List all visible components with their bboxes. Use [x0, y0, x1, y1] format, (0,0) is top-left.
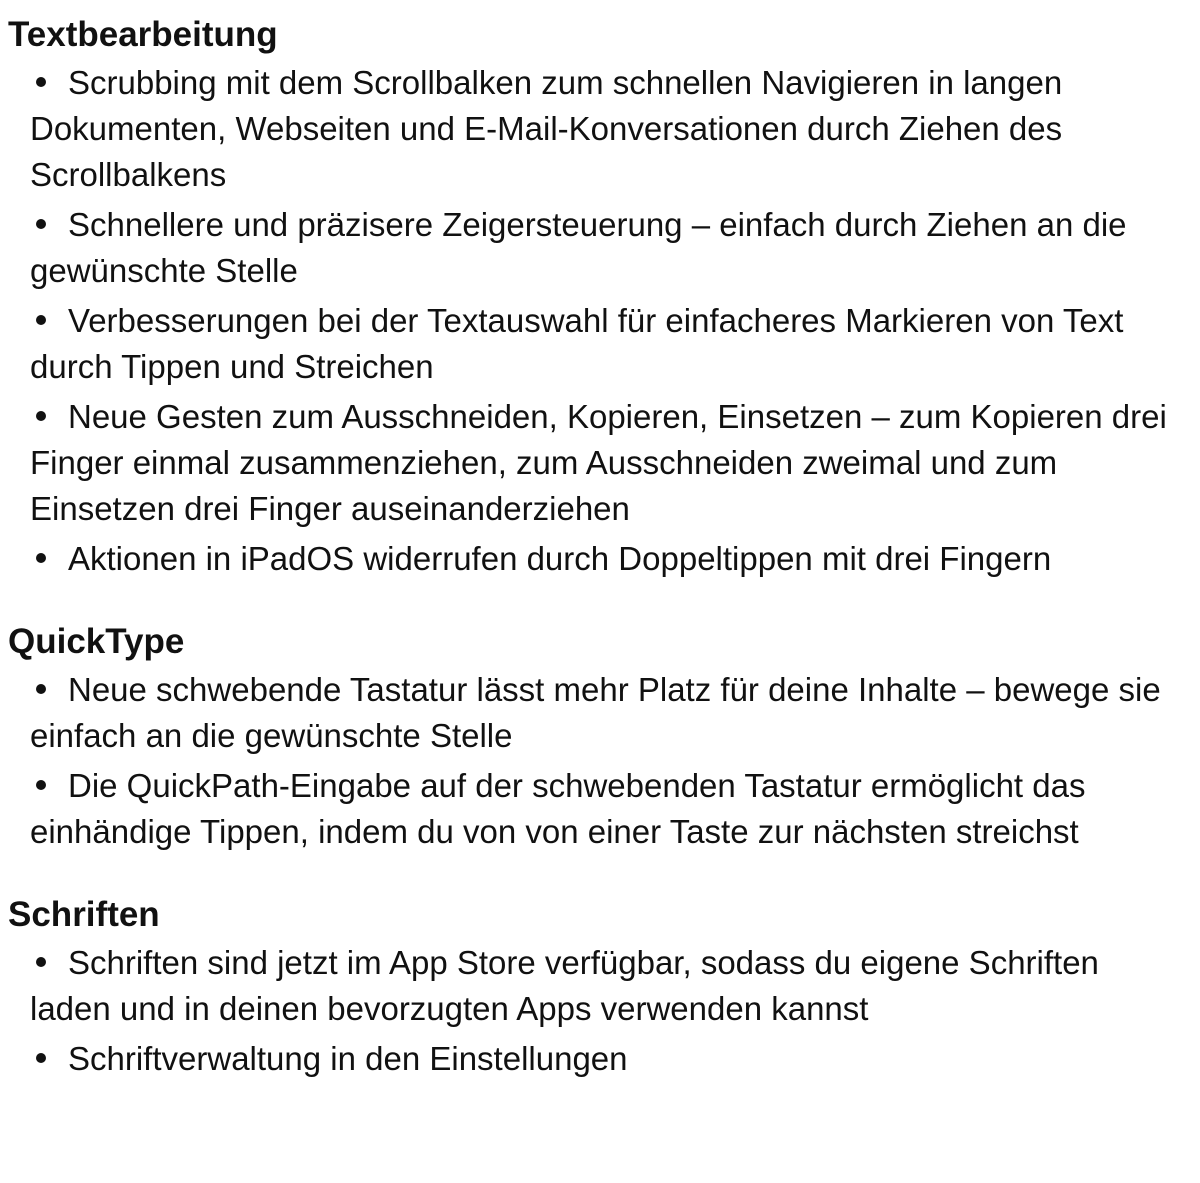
bullet-icon	[36, 77, 46, 87]
list-item-text: Die QuickPath-Eingabe auf der schwebenden Tastatur ermöglicht das einhändige Tippen, indem du von von einer Taste zur nächsten streichst	[30, 767, 1086, 850]
list-item	[8, 202, 1178, 294]
list-item	[8, 763, 1178, 855]
list-item	[8, 60, 1178, 198]
list-item	[8, 940, 1178, 1032]
bullet-icon	[36, 780, 46, 790]
bullet-icon	[36, 411, 46, 421]
list-item	[8, 667, 1178, 759]
list-item	[8, 394, 1178, 532]
bullet-icon	[36, 957, 46, 967]
section-fonts	[8, 892, 1200, 1082]
list-item-text: Schnellere und präzisere Zeigersteuerung – einfach durch Ziehen an die gewünschte Stelle	[30, 206, 1127, 289]
bullet-icon	[36, 1053, 46, 1063]
section-text-editing	[8, 12, 1200, 582]
list-item	[8, 298, 1178, 390]
list-item	[8, 1036, 1178, 1082]
bullet-icon	[36, 684, 46, 694]
list-item-text: Scrubbing mit dem Scrollbalken zum schnellen Navigieren in langen Dokumenten, Webseiten und E-Mail-Konversationen durch Ziehen des Scrollbalkens	[30, 64, 1063, 193]
section-title: Schriften	[8, 895, 160, 934]
list-item-text: Neue schwebende Tastatur lässt mehr Platz für deine Inhalte – bewege sie einfach an die gewünschte Stelle	[30, 671, 1161, 754]
section-title: QuickType	[8, 622, 185, 661]
bullet-list	[8, 940, 1200, 1082]
section-quicktype	[8, 619, 1200, 855]
list-item-text: Schriften sind jetzt im App Store verfügbar, sodass du eigene Schriften laden und in deinen bevorzugten Apps verwenden kannst	[30, 944, 1099, 1027]
bullet-icon	[36, 553, 46, 563]
bullet-list	[8, 60, 1200, 582]
bullet-icon	[36, 315, 46, 325]
list-item-text: Verbesserungen bei der Textauswahl für einfacheres Markieren von Text durch Tippen und Streichen	[30, 302, 1124, 385]
list-item-text: Schriftverwaltung in den Einstellungen	[68, 1040, 628, 1077]
section-title: Textbearbeitung	[8, 15, 278, 54]
bullet-list	[8, 667, 1200, 855]
list-item-text: Aktionen in iPadOS widerrufen durch Doppeltippen mit drei Fingern	[68, 540, 1052, 577]
list-item	[8, 536, 1178, 582]
list-item-text: Neue Gesten zum Ausschneiden, Kopieren, Einsetzen – zum Kopieren drei Finger einmal zusammenziehen, zum Ausschneiden zweimal und zum Einsetzen drei Finger auseinanderziehen	[30, 398, 1167, 527]
bullet-icon	[36, 219, 46, 229]
